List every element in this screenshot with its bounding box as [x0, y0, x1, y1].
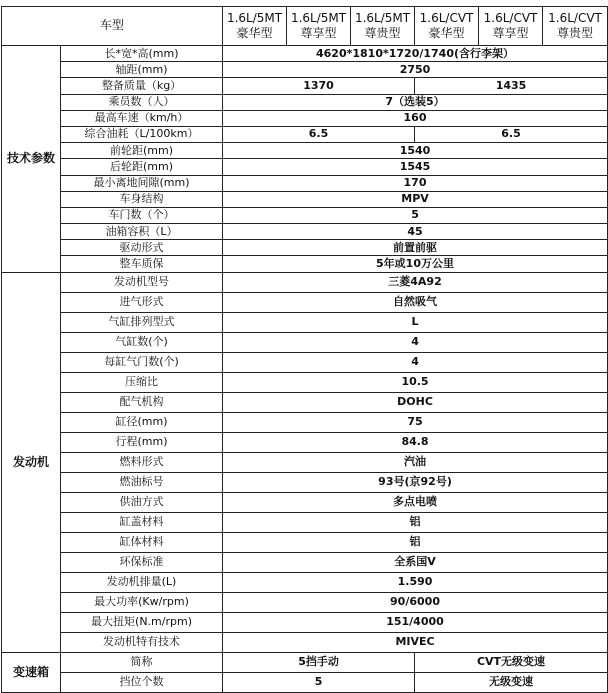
row-value: 2750	[223, 62, 608, 78]
row-value: 5	[223, 207, 608, 223]
table-row	[2, 78, 608, 94]
row-label: 后轮距(mm)	[61, 159, 223, 175]
spec-table	[1, 6, 608, 693]
row-value: 5年或10万公里	[223, 256, 608, 272]
row-value: MPV	[223, 191, 608, 207]
table-row	[2, 110, 608, 126]
row-value: 93号(京92号)	[223, 472, 608, 492]
row-label: 气缸数(个)	[61, 332, 223, 352]
table-row	[2, 143, 608, 159]
model-engine: 1.6L/5MT	[354, 11, 411, 25]
type-label: 车型	[2, 7, 223, 46]
row-label: 燃料形式	[61, 452, 223, 472]
model-header-2	[287, 7, 351, 46]
row-value-cvt: CVT无级变速	[415, 652, 608, 672]
model-header-3	[351, 7, 415, 46]
row-value: 汽油	[223, 452, 608, 472]
row-label: 缸体材料	[61, 532, 223, 552]
row-value: 4620*1810*1720/1740(含行李架）	[223, 46, 608, 62]
row-value: 铝	[223, 532, 608, 552]
row-label: 轴距(mm)	[61, 62, 223, 78]
table-row	[2, 159, 608, 175]
row-label: 车门数（个）	[61, 207, 223, 223]
section-label-transmission: 变速箱	[2, 652, 61, 692]
row-value-mt: 5挡手动	[223, 652, 415, 672]
table-row	[2, 392, 608, 412]
table-row	[2, 452, 608, 472]
section-label-tech: 技术参数	[2, 46, 61, 273]
row-label: 燃油标号	[61, 472, 223, 492]
table-row	[2, 652, 608, 672]
table-row	[2, 46, 608, 62]
model-engine: 1.6L/CVT	[419, 11, 474, 25]
row-label: 行程(mm)	[61, 432, 223, 452]
row-value: 151/4000	[223, 612, 608, 632]
row-label: 最大扭矩(N.m/rpm)	[61, 612, 223, 632]
table-row	[2, 240, 608, 256]
row-value: 7（选装5）	[223, 94, 608, 110]
row-value: 90/6000	[223, 592, 608, 612]
row-label: 挡位个数	[61, 672, 223, 692]
table-row	[2, 472, 608, 492]
table-row	[2, 552, 608, 572]
table-row	[2, 632, 608, 652]
row-value: 铝	[223, 512, 608, 532]
row-label: 发动机特有技术	[61, 632, 223, 652]
row-value: MIVEC	[223, 632, 608, 652]
row-label: 整车质保	[61, 256, 223, 272]
model-trim: 豪华型	[236, 26, 273, 40]
model-trim: 尊贵型	[557, 26, 594, 40]
row-value: 4	[223, 352, 608, 372]
model-header-5	[479, 7, 543, 46]
table-row	[2, 292, 608, 312]
table-row	[2, 492, 608, 512]
row-value: 全系国Ⅴ	[223, 552, 608, 572]
row-label: 综合油耗（L/100km）	[61, 126, 223, 142]
table-row	[2, 432, 608, 452]
row-value: 45	[223, 224, 608, 240]
table-row	[2, 94, 608, 110]
row-value: 多点电喷	[223, 492, 608, 512]
model-trim: 尊享型	[492, 26, 529, 40]
row-label: 压缩比	[61, 372, 223, 392]
table-row	[2, 672, 608, 692]
table-row	[2, 412, 608, 432]
row-label: 整备质量（kg）	[61, 78, 223, 94]
row-value: 前置前驱	[223, 240, 608, 256]
model-trim: 豪华型	[428, 26, 465, 40]
row-label: 车身结构	[61, 191, 223, 207]
row-label: 最高车速（km/h）	[61, 110, 223, 126]
row-label: 长*宽*高(mm)	[61, 46, 223, 62]
table-row	[2, 207, 608, 223]
row-value: 1540	[223, 143, 608, 159]
table-row	[2, 191, 608, 207]
row-label: 缸盖材料	[61, 512, 223, 532]
model-engine: 1.6L/CVT	[548, 11, 602, 25]
table-row	[2, 532, 608, 552]
row-value: 1545	[223, 159, 608, 175]
row-label: 乘员数（人）	[61, 94, 223, 110]
table-row	[2, 352, 608, 372]
row-value: DOHC	[223, 392, 608, 412]
model-header-4	[415, 7, 479, 46]
row-label: 驱动形式	[61, 240, 223, 256]
table-row	[2, 224, 608, 240]
row-value: 160	[223, 110, 608, 126]
table-row	[2, 372, 608, 392]
model-engine: 1.6L/5MT	[290, 11, 347, 25]
row-label: 每缸气门数(个)	[61, 352, 223, 372]
row-label: 最大功率(Kw/rpm)	[61, 592, 223, 612]
model-trim: 尊贵型	[364, 26, 401, 40]
row-value: 84.8	[223, 432, 608, 452]
row-value: 自然吸气	[223, 292, 608, 312]
row-label: 简称	[61, 652, 223, 672]
table-row	[2, 126, 608, 142]
model-engine: 1.6L/5MT	[226, 11, 283, 25]
table-row	[2, 312, 608, 332]
row-value-cvt: 无级变速	[415, 672, 608, 692]
row-value: 10.5	[223, 372, 608, 392]
model-header-6	[543, 7, 608, 46]
table-row	[2, 256, 608, 272]
row-label: 气缸排列型式	[61, 312, 223, 332]
row-value-cvt: 6.5	[415, 126, 608, 142]
row-label: 缸径(mm)	[61, 412, 223, 432]
table-row	[2, 592, 608, 612]
table-row	[2, 512, 608, 532]
row-value-mt: 1370	[223, 78, 415, 94]
row-value: 4	[223, 332, 608, 352]
row-label: 发动机型号	[61, 272, 223, 292]
row-value: 1.590	[223, 572, 608, 592]
table-row	[2, 272, 608, 292]
row-value-mt: 6.5	[223, 126, 415, 142]
table-row	[2, 175, 608, 191]
model-engine: 1.6L/CVT	[483, 11, 538, 25]
row-label: 配气机构	[61, 392, 223, 412]
row-value: L	[223, 312, 608, 332]
row-value: 三菱4A92	[223, 272, 608, 292]
header-row	[2, 7, 608, 46]
row-label: 前轮距(mm)	[61, 143, 223, 159]
row-value-mt: 5	[223, 672, 415, 692]
model-trim: 尊享型	[300, 26, 337, 40]
table-row	[2, 572, 608, 592]
row-label: 供油方式	[61, 492, 223, 512]
table-row	[2, 332, 608, 352]
row-value-cvt: 1435	[415, 78, 608, 94]
row-label: 进气形式	[61, 292, 223, 312]
row-label: 环保标准	[61, 552, 223, 572]
row-label: 油箱容积（L）	[61, 224, 223, 240]
row-value: 170	[223, 175, 608, 191]
model-header-1	[223, 7, 287, 46]
row-label: 最小离地间隙(mm)	[61, 175, 223, 191]
row-value: 75	[223, 412, 608, 432]
table-row	[2, 62, 608, 78]
table-row	[2, 612, 608, 632]
section-label-engine: 发动机	[2, 272, 61, 652]
row-label: 发动机排量(L)	[61, 572, 223, 592]
